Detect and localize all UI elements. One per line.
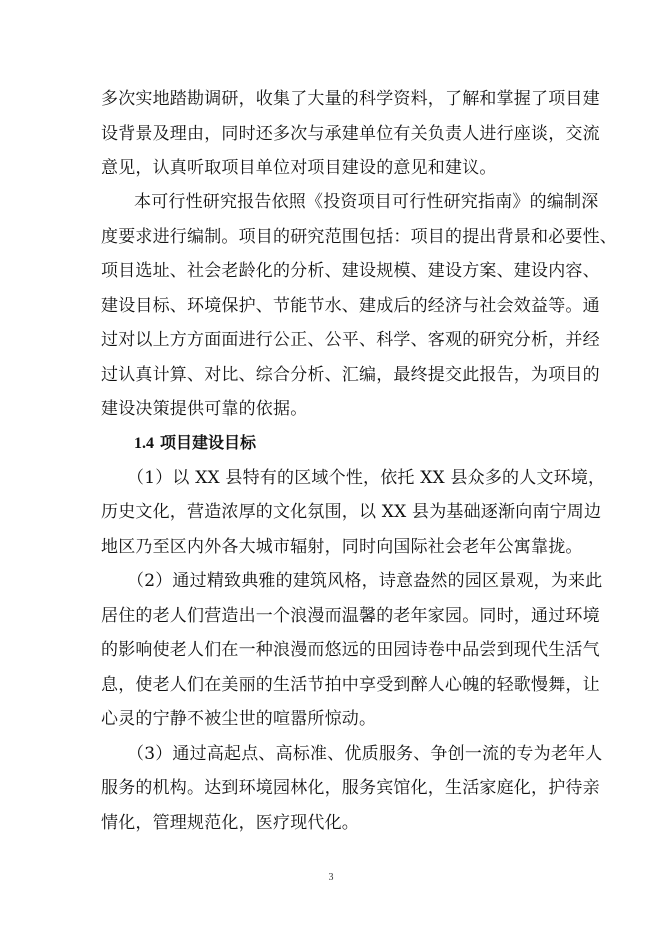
paragraph-3-line-1: （1）以 XX 县特有的区域个性，依托 XX 县众多的人文环境， bbox=[127, 468, 606, 488]
paragraph-3-line-3: 地区乃至区内外各大城市辐射，同时向国际社会老年公寓靠拢。 bbox=[101, 537, 583, 557]
paragraph-4-line-2: 居住的老人们营造出一个浪漫而温馨的老年家园。同时，通过环境 bbox=[101, 606, 600, 626]
paragraph-2-line-3: 项目选址、社会老龄化的分析、建设规模、建设方案、建设内容、 bbox=[101, 261, 600, 281]
paragraph-4-line-4: 息，使老人们在美丽的生活节拍中享受到醉人心魄的轻歌慢舞，让 bbox=[101, 675, 600, 695]
paragraph-5-line-3: 情化，管理规范化，医疗现代化。 bbox=[101, 813, 359, 833]
paragraph-1-line-3: 意见，认真听取项目单位对项目建设的意见和建议。 bbox=[101, 158, 497, 178]
paragraph-2-line-2: 度要求进行编制。项目的研究范围包括：项目的提出背景和必要性、 bbox=[101, 227, 617, 247]
paragraph-1-line-2: 设背景及理由，同时还多次与承建单位有关负责人进行座谈，交流 bbox=[101, 124, 600, 144]
page-number: 3 bbox=[328, 872, 334, 883]
paragraph-5-line-1: （3）通过高起点、高标准、优质服务、争创一流的专为老年人 bbox=[127, 744, 603, 764]
paragraph-2-line-4: 建设目标、环境保护、节能节水、建成后的经济与社会效益等。通 bbox=[101, 296, 600, 316]
paragraph-3-line-2: 历史文化，营造浓厚的文化氛围，以 XX 县为基础逐渐向南宁周边 bbox=[101, 502, 602, 522]
section-title: 项目建设目标 bbox=[160, 433, 257, 452]
paragraph-2-line-7: 建设决策提供可靠的依据。 bbox=[101, 399, 308, 419]
paragraph-2-line-6: 过认真计算、对比、综合分析、汇编，最终提交此报告，为项目的 bbox=[101, 365, 600, 385]
paragraph-2-line-5: 过对以上方方面面进行公正、公平、科学、客观的研究分析，并经 bbox=[101, 330, 600, 350]
paragraph-1-line-1: 多次实地踏勘调研，收集了大量的科学资料，了解和掌握了项目建 bbox=[101, 89, 600, 109]
paragraph-2-line-1: 本可行性研究报告依照《投资项目可行性研究指南》的编制深 bbox=[134, 192, 599, 212]
section-number: 1.4 bbox=[134, 435, 154, 452]
section-heading bbox=[134, 432, 256, 455]
paragraph-4-line-3: 的影响使老人们在一种浪漫而悠远的田园诗卷中品尝到现代生活气 bbox=[101, 640, 600, 660]
paragraph-4-line-1: （2）通过精致典雅的建筑风格，诗意盎然的园区景观，为来此 bbox=[127, 571, 603, 591]
paragraph-4-line-5: 心灵的宁静不被尘世的喧嚣所惊动。 bbox=[101, 709, 377, 729]
paragraph-5-line-2: 服务的机构。达到环境园林化，服务宾馆化，生活家庭化，护待亲 bbox=[101, 778, 600, 798]
